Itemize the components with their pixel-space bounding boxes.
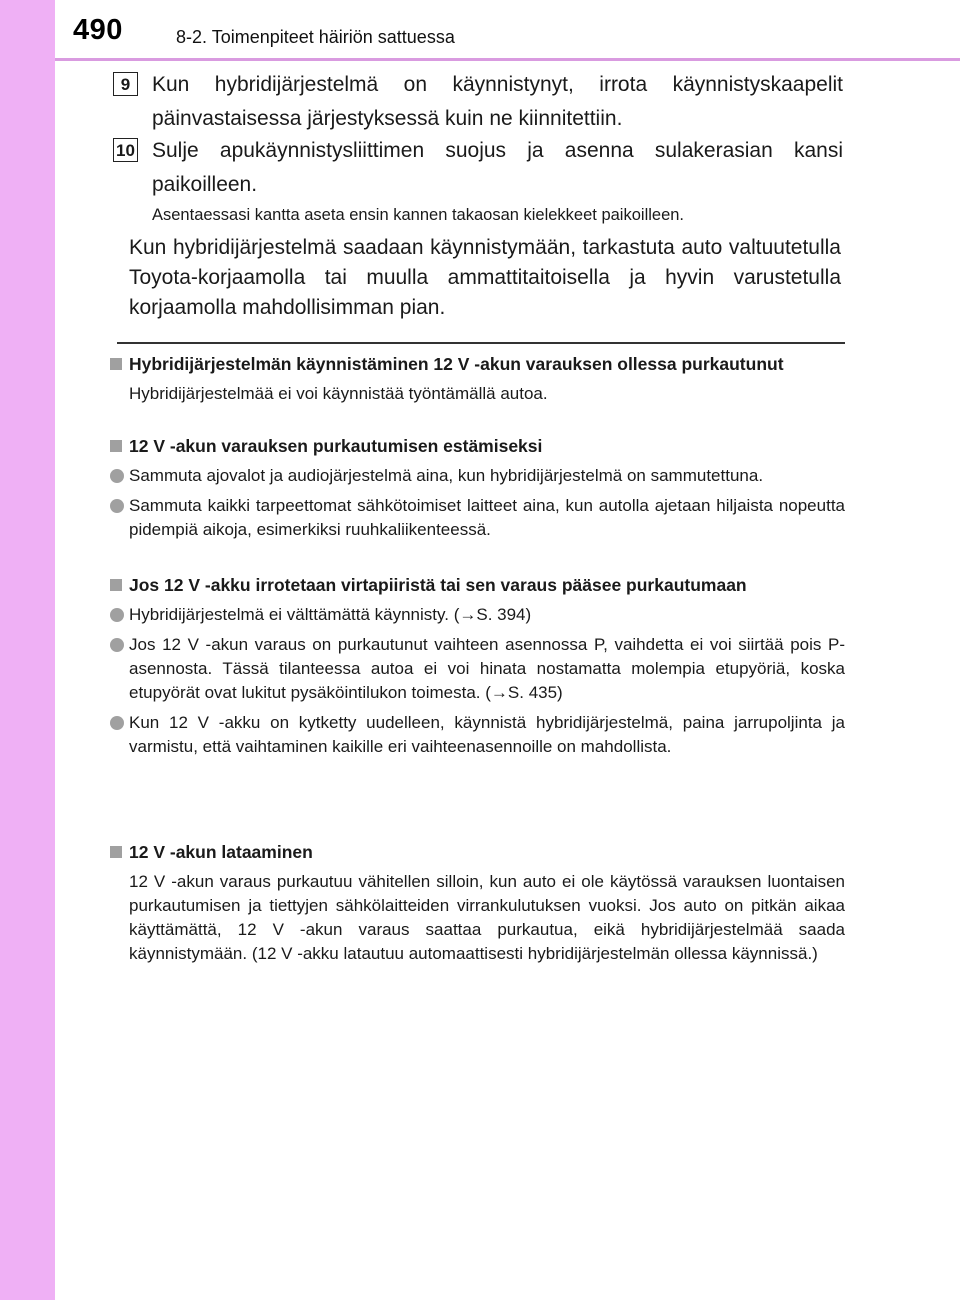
- info-section-starting: [110, 352, 845, 406]
- circle-bullet-icon: [110, 716, 124, 730]
- circle-bullet-icon: [110, 499, 124, 513]
- square-bullet-icon: [110, 358, 122, 370]
- step-note: Asentaessasi kantta aseta ensin kannen takaosan kielekkeet paikoilleen.: [152, 206, 685, 224]
- section-heading-text: 12 V -akun varauksen purkautumisen estämiseksi: [129, 436, 543, 456]
- section-title: 8-2. Toimenpiteet häiriön sattuessa: [176, 27, 455, 47]
- square-bullet-icon: [110, 579, 122, 591]
- list-item-text: Jos 12 V -akun varaus on purkautunut vaihteen asennossa P, vaihdetta ei voi siirtää pois P-asennosta. Tässä tilanteessa autoa ei voi hinata nostamatta molempia etupyöriä, koska etupyörät ovat lukitut pysäköintilukon toimesta. (→S. 435): [129, 635, 845, 702]
- list-item: [110, 633, 845, 705]
- section-heading-text: 12 V -akun lataaminen: [129, 842, 313, 862]
- section-heading-text: Hybridijärjestelmän käynnistäminen 12 V -akun varauksen ollessa purkautunut: [129, 354, 784, 374]
- list-item: [110, 603, 845, 627]
- info-section-disconnected: [110, 573, 845, 759]
- chapter-color-tab: [0, 0, 55, 1300]
- list-item: [110, 494, 845, 542]
- step-text: Sulje apukäynnistysliittimen suojus ja asenna sulakerasian kansi paikoilleen.: [152, 139, 843, 196]
- list-item-text: Hybridijärjestelmä ei välttämättä käynnisty. (→S. 394): [129, 605, 532, 624]
- square-bullet-icon: [110, 440, 122, 452]
- info-section-prevent-discharge: [110, 434, 845, 542]
- circle-bullet-icon: [110, 608, 124, 622]
- list-item: [110, 464, 845, 488]
- step-10: [113, 134, 843, 202]
- step-number-badge: 9: [113, 72, 138, 96]
- list-item: [110, 711, 845, 759]
- list-item-text: Sammuta ajovalot ja audiojärjestelmä aina, kun hybridijärjestelmä on sammutettuna.: [129, 466, 764, 485]
- page-number: 490: [73, 14, 123, 46]
- header-rule: [55, 58, 960, 61]
- section-body: Hybridijärjestelmää ei voi käynnistää työntämällä autoa.: [129, 384, 548, 403]
- section-body: 12 V -akun varaus purkautuu vähitellen silloin, kun auto ei ole käytössä varauksen luontaisen purkautumisen ja tiettyjen sähkölaitteiden virrankulutuksen vuoksi. Jos auto on pitkän aikaa käyttämättä, 12 V -akun varaus saattaa purkautua, eikä hybridijärjestelmää saada käynnistymään. (12 V -akku latautuu automaattisesti hybridijärjestelmän ollessa käynnissä.): [129, 872, 845, 963]
- step-9: [113, 68, 843, 136]
- section-heading: [110, 434, 845, 458]
- circle-bullet-icon: [110, 638, 124, 652]
- section-heading: [110, 840, 845, 864]
- main-paragraph: Kun hybridijärjestelmä saadaan käynnistymään, tarkastuta auto valtuutetulla Toyota-korjaamolla tai muulla ammattitaitoisella ja hyvin varustetulla korjaamolla mahdollisimman pian.: [129, 236, 841, 319]
- section-heading: [110, 352, 845, 376]
- section-heading-text: Jos 12 V -akku irrotetaan virtapiiristä tai sen varaus pääsee purkautumaan: [129, 575, 747, 595]
- list-item-text: Sammuta kaikki tarpeettomat sähkötoimiset laitteet aina, kun autolla ajetaan hiljaista nopeutta pidempiä aikoja, esimerkiksi ruuhkaliikenteessä.: [129, 496, 845, 539]
- list-item-text: Kun 12 V -akku on kytketty uudelleen, käynnistä hybridijärjestelmä, paina jarrupoljinta ja varmistu, että vaihtaminen kaikille eri vaihteenasennoille on mahdollista.: [129, 713, 845, 756]
- step-text: Kun hybridijärjestelmä on käynnistynyt, irrota käynnistyskaapelit päinvastaisessa järjestyksessä kuin ne kiinnitettiin.: [152, 73, 843, 130]
- section-divider: [117, 342, 845, 344]
- square-bullet-icon: [110, 846, 122, 858]
- circle-bullet-icon: [110, 469, 124, 483]
- step-number-badge: 10: [113, 138, 138, 162]
- info-section-charging: [110, 840, 845, 966]
- section-heading: [110, 573, 845, 597]
